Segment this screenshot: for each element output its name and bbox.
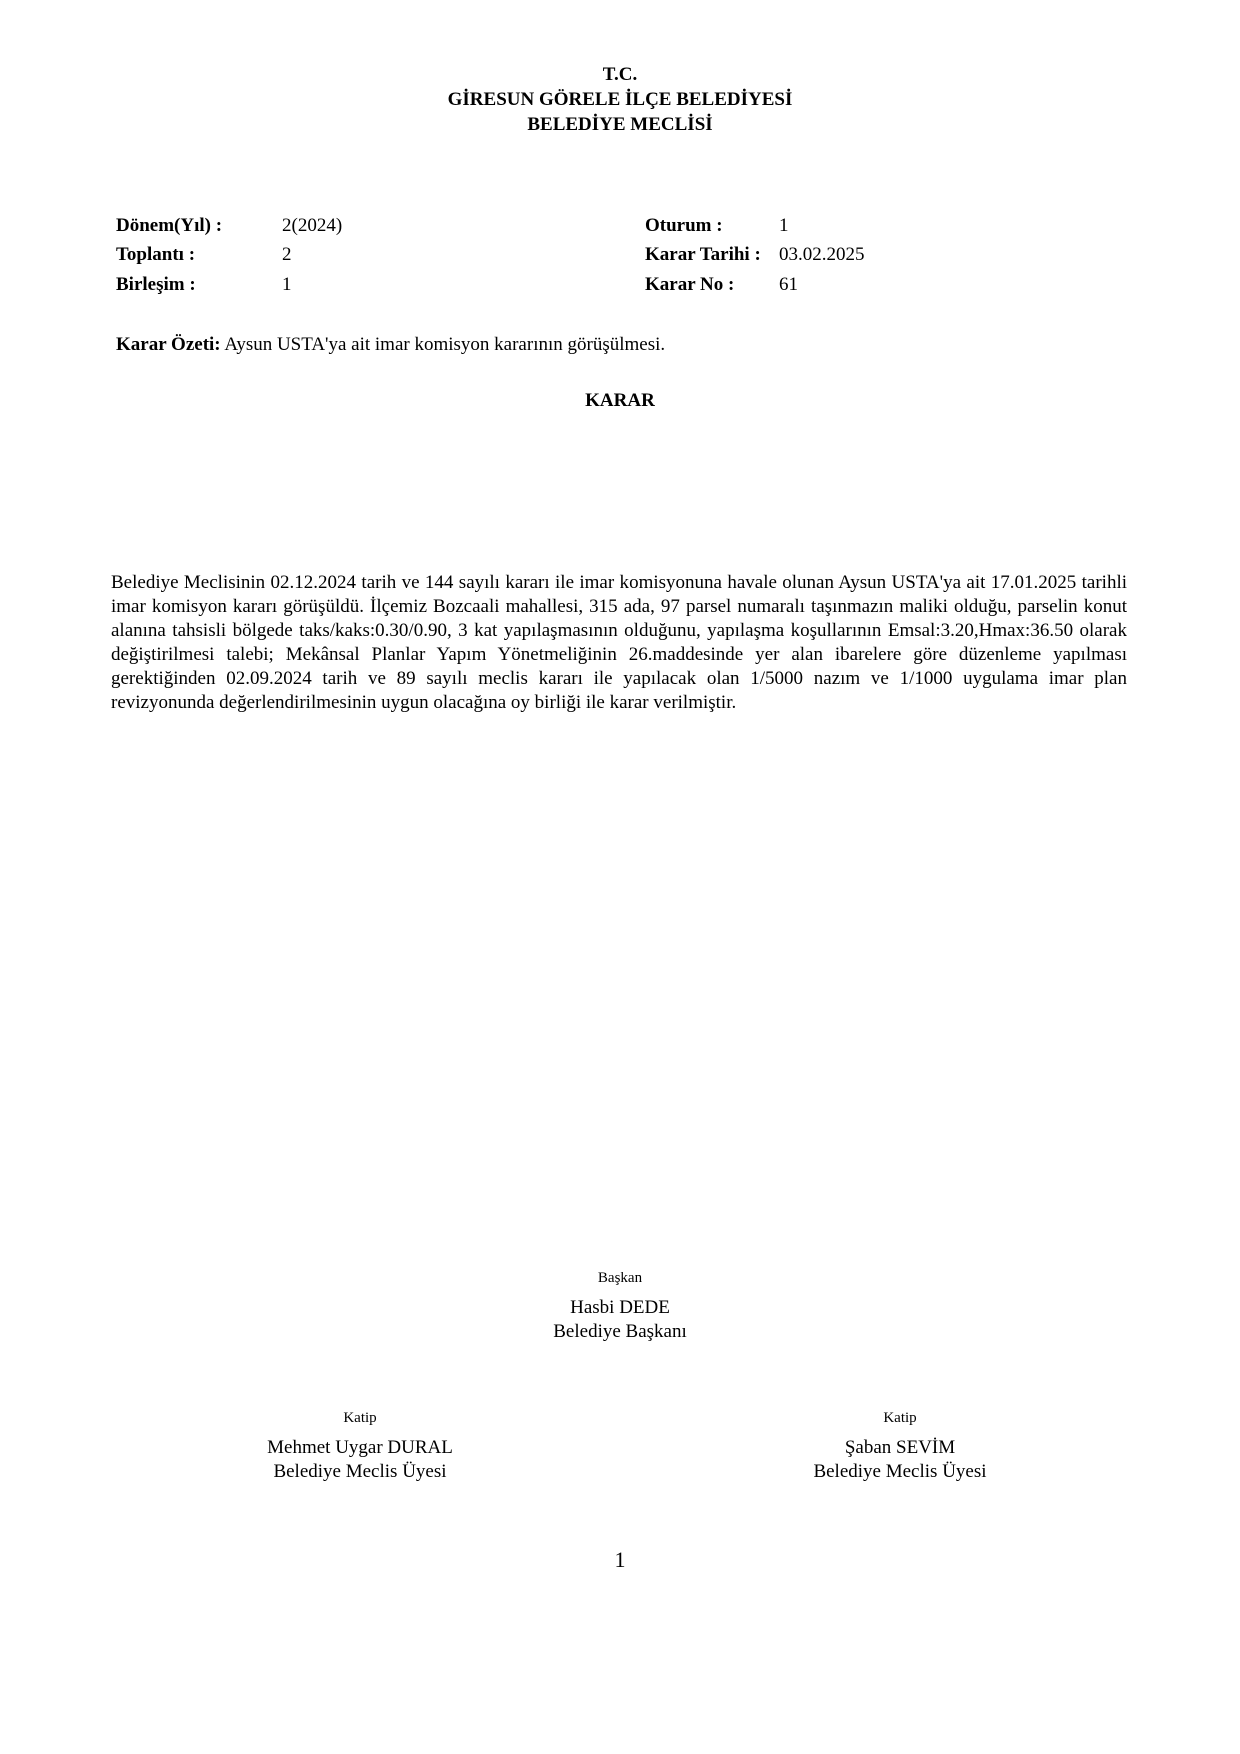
signature-role: Katip: [883, 1410, 917, 1426]
oturum-label: Oturum :: [645, 215, 723, 236]
signature-name: Hasbi DEDE: [570, 1297, 670, 1318]
birlesim-label: Birleşim :: [116, 274, 196, 295]
signature-role: Başkan: [597, 1270, 643, 1286]
decision-title: KARAR: [585, 390, 655, 411]
signature-name: Şaban SEVİM: [844, 1437, 956, 1458]
header-tc: T.C.: [602, 64, 638, 85]
karar-no-label: Karar No :: [645, 274, 735, 295]
signature-katip-2: [750, 1408, 1050, 1484]
page-number: 1: [614, 1547, 626, 1572]
birlesim-value: 1: [282, 274, 292, 295]
document-header: [0, 62, 1240, 137]
signature-title: Belediye Meclis Üyesi: [813, 1461, 987, 1482]
karar-tarihi-label: Karar Tarihi :: [645, 244, 761, 265]
signature-baskan: [470, 1268, 770, 1344]
karar-no-value: 61: [779, 274, 798, 295]
donem-value: 2(2024): [282, 215, 343, 236]
signature-title: Belediye Başkanı: [553, 1321, 687, 1342]
header-municipality: GİRESUN GÖRELE İLÇE BELEDİYESİ: [447, 89, 793, 110]
decision-body: Belediye Meclisinin 02.12.2024 tarih ve 144 sayılı kararı ile imar komisyonuna havale olunan Aysun USTA'ya ait 17.01.2025 tarihli imar komisyon kararı görüşüldü. İlçemiz Bozcaali mahallesi, 315 ada, 97 parsel numaralı taşınmazın maliki olduğu, parselin konut alanına tahsisli bölgede taks/kaks:0.30/0.90, 3 kat yapılaşmasının olduğunu, yapılaşma koşullarının Emsal:3.20,Hmax:36.50 olarak değiştirilmesi talebi; Mekânsal Planlar Yapım Yönetmeliğinin 26.maddesinde yer alan ibarelere göre düzenleme yapılması gerektiğinden 02.09.2024 tarih ve 89 sayılı meclis kararı ile yapılacak olan 1/5000 nazım ve 1/1000 uygulama imar plan revizyonunda değerlendirilmesinin uygun olacağına oy birliği ile karar verilmiştir.: [111, 572, 1127, 713]
toplanti-value: 2: [282, 244, 292, 265]
header-council: BELEDİYE MECLİSİ: [527, 114, 713, 135]
signature-title: Belediye Meclis Üyesi: [273, 1461, 447, 1482]
toplanti-label: Toplantı :: [116, 244, 196, 265]
oturum-value: 1: [779, 215, 789, 236]
decision-summary: [116, 334, 665, 356]
signature-role: Katip: [343, 1410, 377, 1426]
karar-tarihi-value: 03.02.2025: [779, 244, 865, 265]
summary-label: Karar Özeti:: [116, 334, 221, 355]
signature-name: Mehmet Uygar DURAL: [267, 1437, 453, 1458]
summary-text: Aysun USTA'ya ait imar komisyon kararının görüşülmesi.: [224, 334, 666, 355]
signature-katip-1: [210, 1408, 510, 1484]
donem-label: Dönem(Yıl) :: [116, 215, 223, 236]
